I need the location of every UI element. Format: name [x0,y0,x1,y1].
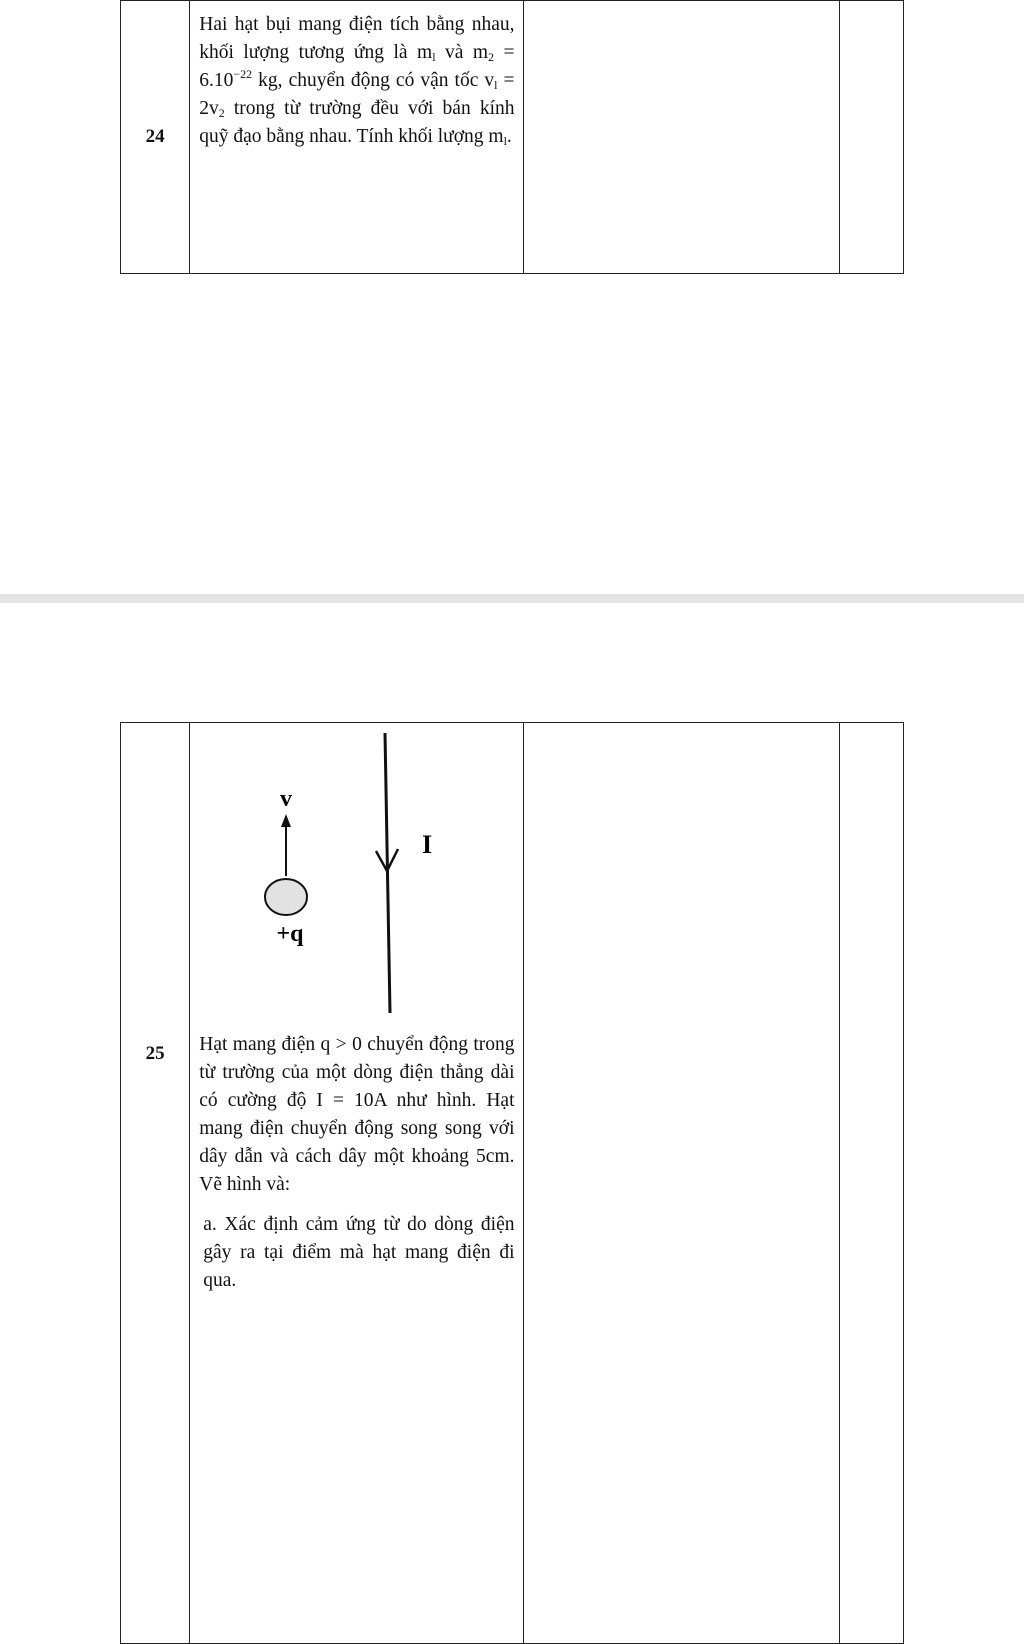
question-table-25 [120,722,904,1644]
page-bottom [0,603,1024,1291]
table-row [121,1,904,274]
score-cell [839,1,903,274]
question-body: Hạt mang điện q > 0 chuyển động trong từ trường của một dòng điện thẳng dài có cường độ I = 10A như hình. Hạt mang điện chuyển động song song với dây dẫn và cách dây một khoảng 5cm. Vẽ hình và: [199,1034,515,1195]
page-top [0,0,1024,594]
velocity-label: v [280,786,293,812]
wire-line [385,733,390,1013]
question-text: Hai hạt bụi mang điện tích bằng nhau, khối lượng tương ứng là $m_l$ và $m_2 = 6.10^{-22}$ kg, chuyển động có vận tốc $v_l = 2v_2$ trong từ trường đều với bán kính quỹ đạo bằng nhau. Tính khối lượng $m_l$. [190,1,523,274]
question-part-a: a. Xác định cảm ứng từ do dòng điện gây ra tại điểm mà hạt mang điện đi qua. [203,1214,515,1291]
question-text [190,1023,522,1295]
score-cell [839,723,903,1644]
figure-svg [190,723,522,1023]
question-number: 24 [121,1,190,274]
question-number: 25 [121,723,190,1644]
charge-label: +q [276,921,304,947]
table-row [121,723,904,1644]
answer-cell [523,723,839,1644]
current-label: I [422,830,433,859]
question-cell [190,723,523,1644]
question-table-24 [120,0,904,274]
wire-charge-figure [190,723,522,1023]
particle-icon [265,879,307,915]
answer-cell [523,1,839,274]
velocity-arrow-icon [281,814,291,827]
page-separator [0,594,1024,603]
